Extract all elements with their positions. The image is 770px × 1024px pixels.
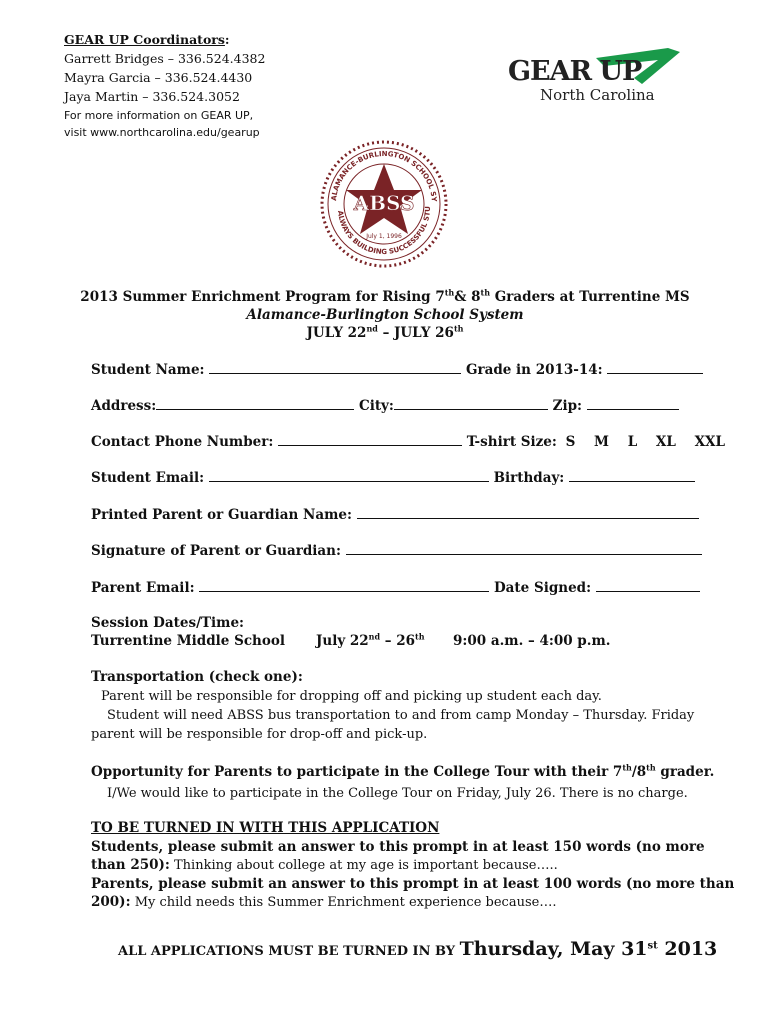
student-prompt-line1: Students, please submit an answer to this prompt in at least 150 words (no more — [91, 839, 705, 855]
gearup-logo-text: GEAR UP — [508, 56, 642, 87]
parent-email-field[interactable] — [199, 578, 489, 592]
form-row-email — [91, 468, 695, 486]
session-heading: Session Dates/Time: — [91, 615, 245, 631]
tshirt-size-xl[interactable]: XL — [655, 434, 676, 450]
submit-heading: TO BE TURNED IN WITH THIS APPLICATION — [91, 820, 440, 836]
program-dates-title: JULY 22nd – JULY 26th — [306, 323, 464, 341]
college-tour-option[interactable]: I/We would like to participate in the College Tour on Friday, July 26. There is no charge. — [107, 786, 688, 801]
seal-center-text: ABSS — [353, 191, 415, 215]
coordinators-heading: GEAR UP Coordinators: — [64, 32, 230, 47]
signature-field[interactable] — [346, 541, 702, 555]
info-line: visit www.northcarolina.edu/gearup — [64, 126, 260, 139]
grade-label: Grade in 2013-14: — [465, 362, 603, 378]
birthday-field[interactable] — [569, 468, 695, 482]
address-label: Address: — [91, 398, 157, 414]
form-row-signature — [91, 541, 702, 559]
form-row-phone — [91, 432, 725, 450]
form-row-student — [91, 360, 703, 378]
program-title: 2013 Summer Enrichment Program for Rising 7th& 8th Graders at Turrentine MS — [80, 287, 690, 305]
seal-ring-bottom-text: ALWAYS BUILDING SUCCESSFUL STU — [336, 206, 433, 257]
tshirt-label: T-shirt Size: — [466, 434, 557, 450]
city-field[interactable] — [394, 396, 548, 410]
gearup-logo-subtext: North Carolina — [540, 86, 655, 104]
coordinator-line: Mayra Garcia – 336.524.4430 — [64, 70, 253, 85]
transport-heading: Transportation (check one): — [91, 669, 303, 685]
phone-field[interactable] — [278, 432, 462, 446]
parent-prompt-line2: 200): My child needs this Summer Enrichment experience because…. — [91, 894, 557, 910]
session-school: Turrentine Middle School — [91, 633, 286, 649]
session-dates: July 22nd – 26th — [316, 631, 425, 649]
college-tour-heading: Opportunity for Parents to participate in the College Tour with their 7th/8th grader. — [91, 762, 715, 780]
student-email-field[interactable] — [209, 468, 489, 482]
date-signed-field[interactable] — [596, 578, 700, 592]
transport-option-parent[interactable]: Parent will be responsible for dropping off and picking up student each day. — [101, 689, 602, 704]
seal-date-text: July 1, 1996 — [366, 233, 402, 240]
parent-name-label: Printed Parent or Guardian Name: — [91, 507, 352, 523]
parent-name-field[interactable] — [357, 505, 699, 519]
form-row-parent-email — [91, 578, 700, 596]
grade-field[interactable] — [607, 360, 703, 374]
city-label: City: — [358, 398, 394, 414]
address-field[interactable] — [156, 396, 354, 410]
birthday-label: Birthday: — [493, 470, 565, 486]
parent-email-label: Parent Email: — [91, 580, 195, 596]
student-email-label: Student Email: — [91, 470, 205, 486]
coordinator-line: Garrett Bridges – 336.524.4382 — [64, 51, 266, 66]
transport-option-bus[interactable]: Student will need ABSS bus transportation to and from camp Monday – Thursday. Friday — [107, 708, 695, 723]
form-row-address — [91, 396, 679, 414]
signature-label: Signature of Parent or Guardian: — [91, 543, 341, 559]
tshirt-size-l[interactable]: L — [627, 434, 638, 450]
parent-prompt-line1: Parents, please submit an answer to this prompt in at least 100 words (no more than — [91, 876, 735, 892]
session-time: 9:00 a.m. – 4:00 p.m. — [453, 633, 611, 649]
student-prompt-line2: than 250): Thinking about college at my age is important because….. — [91, 857, 558, 873]
gearup-logo — [508, 44, 688, 110]
form-row-parent-name — [91, 505, 699, 523]
abss-seal-icon — [318, 138, 450, 270]
student-name-label: Student Name: — [91, 362, 205, 378]
coordinators-block — [64, 30, 265, 141]
abss-seal — [318, 138, 450, 270]
tshirt-size-xxl[interactable]: XXL — [694, 434, 726, 450]
seal-ring-top-text: ALAMANCE-BURLINGTON SCHOOL SY — [330, 149, 438, 203]
school-system-title: Alamance-Burlington School System — [246, 307, 524, 323]
phone-label: Contact Phone Number: — [91, 434, 274, 450]
zip-field[interactable] — [587, 396, 679, 410]
zip-label: Zip: — [552, 398, 582, 414]
tshirt-size-s[interactable]: S — [565, 434, 576, 450]
deadline-notice: ALL APPLICATIONS MUST BE TURNED IN BY Thursday, May 31st 2013 — [118, 938, 718, 960]
student-name-field[interactable] — [209, 360, 461, 374]
info-line: For more information on GEAR UP, — [64, 109, 254, 122]
coordinator-line: Jaya Martin – 336.524.3052 — [64, 89, 240, 104]
tshirt-size-m[interactable]: M — [594, 434, 609, 450]
date-signed-label: Date Signed: — [493, 580, 592, 596]
transport-option-bus-cont: parent will be responsible for drop-off and pick-up. — [91, 727, 428, 742]
